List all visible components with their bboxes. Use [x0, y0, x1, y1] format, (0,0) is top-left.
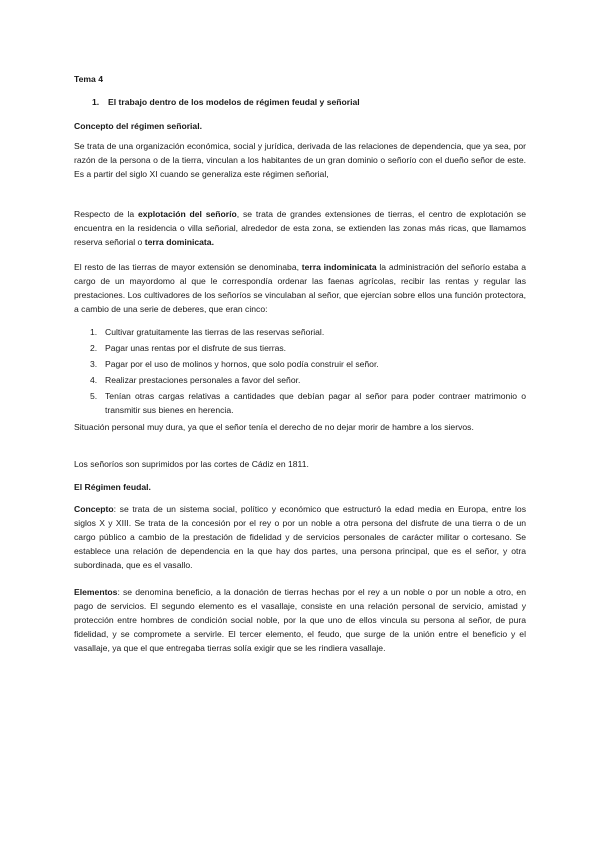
text-run: la administración del señorío estaba a cargo de un mayordomo al que le correspondía ordenar las faenas agrícolas, recibir las rentas y regular las prestaciones. Los cultivadores de los señoríos se vinculaban al señor, que ejercían sobre ellos una función protectora, a cambio de una serie de deberes, que eran cinco:	[74, 262, 526, 314]
list-number: 2.	[90, 343, 98, 353]
list-text: Realizar prestaciones personales a favor del señor.	[105, 375, 301, 385]
term-terra-indominicata: terra indominicata	[301, 262, 377, 272]
heading-number: 1.	[92, 97, 100, 107]
paragraph-explotacion	[74, 207, 526, 249]
text-run: , se trata de grandes extensiones de tierras, el centro de explotación se encuentra en la residencia o villa señorial, alrededor de esta zona, se extienden las zonas más ricas, que llamamos reserva señorial o	[74, 209, 526, 247]
list-item	[74, 389, 526, 417]
topic-label: Tema 4	[74, 74, 103, 84]
duties-list	[74, 325, 526, 419]
text-run: El resto de las tierras de mayor extensión se denominaba,	[74, 262, 302, 272]
term-explotacion: explotación del señorío	[137, 209, 237, 219]
list-number: 5.	[90, 391, 98, 401]
section-title-feudal: El Régimen feudal.	[74, 482, 151, 492]
section-title-senorial: Concepto del régimen señorial.	[74, 121, 202, 131]
paragraph-supresion: Los señoríos son suprimidos por las cortes de Cádiz en 1811.	[74, 459, 309, 469]
list-item	[74, 357, 526, 371]
term-elementos: Elementos	[74, 587, 118, 597]
list-text: Pagar unas rentas por el disfrute de sus tierras.	[105, 343, 287, 353]
paragraph-terra-indominicata	[74, 260, 526, 316]
text-run: : se denomina beneficio, a la donación de tierras hechas por el rey a un noble o por un noble a otro, en pago de servicios. El segundo elemento es el vasallaje, consiste en una relación personal de servicio, amistad y protección entre hombres de condición social noble, por la que uno de ellos vincula su persona al señor, de pura fidelidad, y se compromete a servirle. El tercer elemento, el feudo, que surge de la unión entre el beneficio y el vasallaje, ya que el que entregaba tierras solía exigir que se les rindiera vasallaje.	[74, 587, 526, 653]
paragraph-concepto-feudal	[74, 502, 526, 572]
term-terra-dominicata: terra dominicata.	[144, 237, 214, 247]
paragraph-elementos	[74, 585, 526, 655]
main-heading	[92, 95, 360, 109]
list-number: 4.	[90, 375, 98, 385]
list-number: 1.	[90, 327, 98, 337]
term-concepto: Concepto	[74, 504, 114, 514]
list-number: 3.	[90, 359, 98, 369]
list-item	[74, 341, 526, 355]
paragraph-senorial-definition: Se trata de una organización económica, social y jurídica, derivada de las relaciones de dependencia, que ya sea, por razón de la persona o de la tierra, vinculan a los habitantes de un gran dominio o señorío con el dueño señor de este. Es a partir del siglo XI cuando se generaliza este régimen señorial,	[74, 141, 526, 179]
heading-text: El trabajo dentro de los modelos de régimen feudal y señorial	[108, 97, 360, 107]
list-text: Tenían otras cargas relativas a cantidades que debían pagar al señor para poder contraer matrimonio o transmitir sus bienes en herencia.	[105, 391, 526, 415]
list-text: Pagar por el uso de molinos y hornos, que solo podía construir el señor.	[105, 359, 379, 369]
list-item	[74, 325, 526, 339]
list-text: Cultivar gratuitamente las tierras de las reservas señorial.	[105, 327, 325, 337]
paragraph-situacion: Situación personal muy dura, ya que el señor tenía el derecho de no dejar morir de hambre a los siervos.	[74, 422, 474, 432]
list-item	[74, 373, 526, 387]
text-run: : se trata de un sistema social, político y económico que estructuró la edad media en Europa, entre los siglos X y XIII. Se trata de la concesión por el rey o por un noble a otra persona del disfrute de una tierra o de un cargo público a cambio de la prestación de fidelidad y de servicios personales de carácter militar o cortesano. Se establece una relación de dependencia en la que hay dos partes, una persona principal, que es el señor, y otra subordinada, que es el vasallo.	[74, 504, 526, 570]
text-run: Respecto de la	[74, 209, 138, 219]
